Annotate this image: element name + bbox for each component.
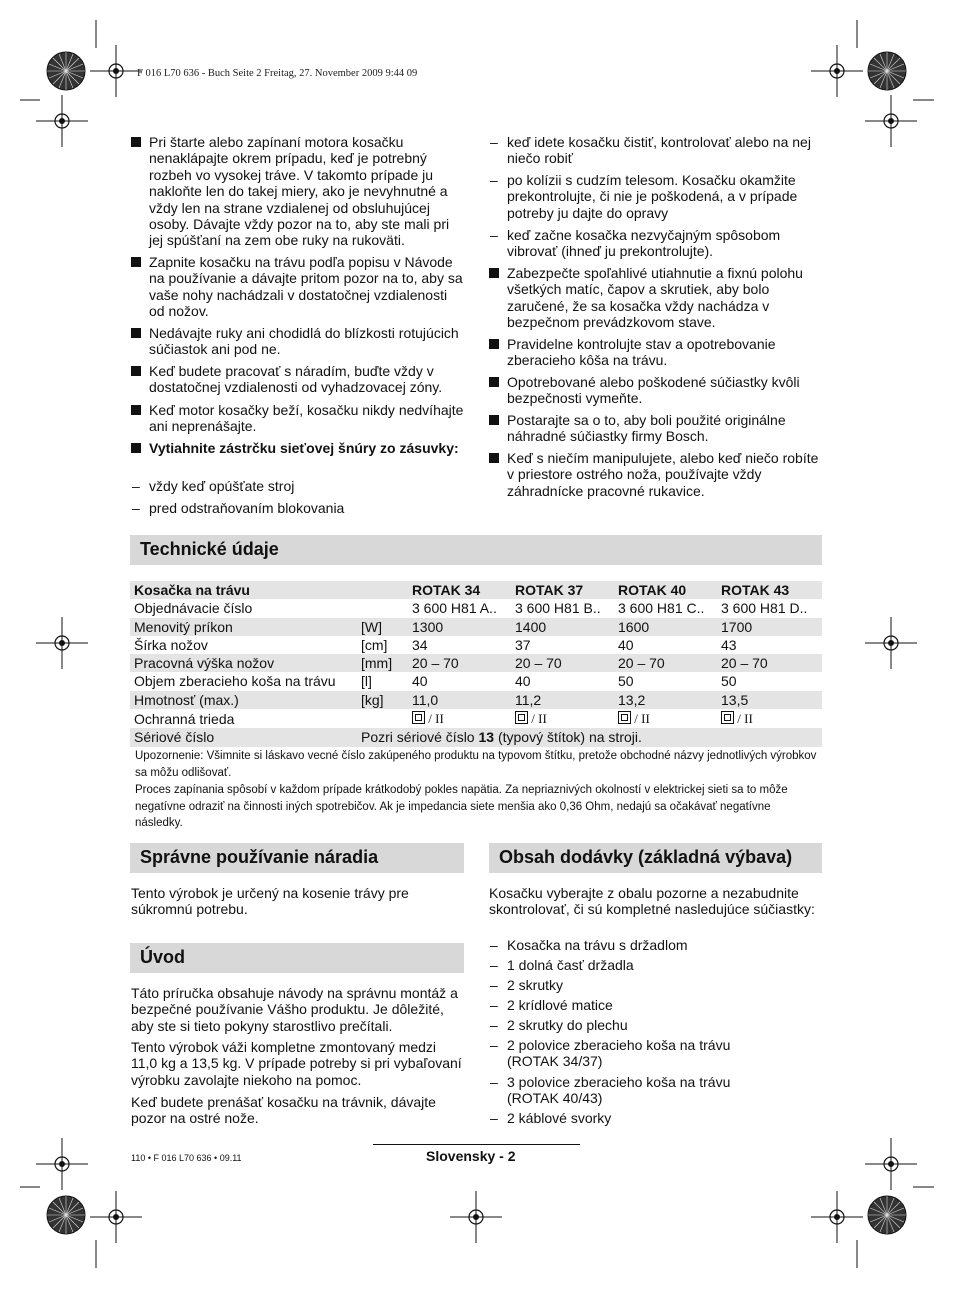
list-item: – 2 krídlové matice xyxy=(489,997,823,1013)
table-cell: Šírka nožov xyxy=(134,636,208,653)
footer-code: 110 • F 016 L70 636 • 09.11 xyxy=(131,1153,242,1163)
print-header: F 016 L70 636 - Buch Seite 2 Freitag, 27. November 2009 9:44 09 xyxy=(137,68,418,79)
list-item-text: pred odstraňovaním blokovania xyxy=(149,500,345,516)
table-cell: Objem zberacieho koša na trávu xyxy=(134,673,336,690)
protection-class-icon xyxy=(721,711,734,724)
table-row xyxy=(130,672,822,690)
list-item-text: Pravidelne kontrolujte stav a opotrebovanie zberacieho kôša na trávu. xyxy=(507,336,776,369)
table-cell: 1300 xyxy=(408,618,511,636)
table-header-row xyxy=(130,581,822,599)
list-item xyxy=(131,134,464,249)
table-cell: ROTAK 40 xyxy=(614,581,717,599)
table-cell: Sériové číslo xyxy=(130,728,357,746)
list-item-text: Zabezpečte spoľahlivé utiahnutie a fixnú polohu všetkých matíc, čapov a skrutiek, aby bolo zaručené, že sa kosačka vždy nachádza v bezpečnom prevádzkovom stave. xyxy=(507,265,803,331)
section-header-delivery-scope xyxy=(489,843,822,873)
list-item: – keď začne kosačka nezvyčajným spôsobom vibrovať (ihneď ju prekontrolujte). xyxy=(489,227,823,260)
list-item xyxy=(489,336,823,369)
table-row xyxy=(130,709,822,728)
table-cell xyxy=(408,709,511,728)
list-item-text: Keď motor kosačky beží, kosačku nikdy nedvíhajte ani neprenášajte. xyxy=(149,402,464,435)
table-row xyxy=(130,728,822,746)
list-item xyxy=(131,254,464,320)
list-item-text: 2 skrutky do plechu xyxy=(507,1017,628,1033)
table-cell: Pracovná výška nožov xyxy=(130,654,357,672)
serial-text: Pozri sériové číslo xyxy=(361,729,479,746)
paragraph: Táto príručka obsahuje návody na správnu montáž a bezpečné používanie Vášho produktu. Je dôležité, aby ste si tieto pokyny starostlivo prečítali. xyxy=(131,985,458,1034)
table-cell: 3 600 H81 C.. xyxy=(618,600,705,617)
table-cell: 1600 xyxy=(614,618,717,636)
table-cell: ROTAK 34 xyxy=(408,581,511,599)
section-title: Obsah dodávky (základná výbava) xyxy=(499,847,793,867)
page-number: Slovensky - 2 xyxy=(426,1148,516,1164)
table-note: Upozornenie: Všimnite si láskavo vecné číslo zakúpeného produktu na typovom štítku, pretože obchodné názvy jednotlivých výrobkov sa môžu odlišovať. xyxy=(135,750,817,779)
protection-class-value: / II xyxy=(428,711,444,727)
table-cell: ROTAK 37 xyxy=(511,581,614,599)
section-header-introduction xyxy=(130,943,464,973)
table-cell xyxy=(614,709,717,728)
list-item xyxy=(131,325,464,358)
protection-class-icon xyxy=(515,711,528,724)
table-row xyxy=(130,691,822,709)
paragraph: Tento výrobok je určený na kosenie trávy pre súkromnú potrebu. xyxy=(131,885,409,918)
protection-class-value: / II xyxy=(531,711,547,727)
list-item-text: Opotrebované alebo poškodené súčiastky kvôli bezpečnosti vymeňte. xyxy=(507,374,800,407)
list-item: – vždy keď opúšťate stroj xyxy=(131,478,464,494)
list-item xyxy=(489,412,823,445)
table-cell: 13,2 xyxy=(614,691,717,709)
protection-class-value: / II xyxy=(634,711,650,727)
list-item-text: Keď budete pracovať s náradím, buďte vždy v dostatočnej vzdialenosti od vyhadzovacej zóny. xyxy=(149,363,443,396)
list-item: – 3 polovice zberacieho koša na trávu (ROTAK 40/43) xyxy=(489,1074,749,1107)
table-cell: 40 xyxy=(515,673,531,690)
table-cell: Kosačka na trávu xyxy=(130,581,357,599)
list-item xyxy=(131,363,464,396)
table-cell: 34 xyxy=(412,636,428,653)
footer-rule xyxy=(373,1144,580,1145)
list-item-text: 2 krídlové matice xyxy=(507,997,613,1013)
list-item: – 1 dolná časť držadla xyxy=(489,957,823,973)
list-item: – 2 skrutky do plechu xyxy=(489,1017,823,1033)
table-cell xyxy=(357,581,408,599)
serial-number: 13 xyxy=(478,729,495,746)
table-cell xyxy=(357,599,408,617)
table-cell: 20 – 70 xyxy=(408,654,511,672)
list-item xyxy=(489,374,823,407)
list-item: – keď idete kosačku čistiť, kontrolovať alebo na nej niečo robiť xyxy=(489,134,823,167)
list-item xyxy=(131,402,464,435)
table-cell: [kg] xyxy=(357,691,408,709)
table-cell: 43 xyxy=(721,636,737,653)
protection-class-icon xyxy=(618,711,631,724)
table-cell: [mm] xyxy=(357,654,408,672)
list-item: – po kolízii s cudzím telesom. Kosačku okamžite prekontrolujte, či nie je poškodená, a v prípade potreby ju dajte do opravy xyxy=(489,172,823,221)
paragraph: Tento výrobok váži kompletne zmontovaný medzi 11,0 kg a 13,5 kg. V prípade potreby si pri vybaľovaní výrobku zavolajte niekoho na pomoc. xyxy=(131,1039,462,1088)
list-item-text: keď začne kosačka nezvyčajným spôsobom vibrovať (ihneď ju prekontrolujte). xyxy=(507,227,781,260)
list-item-text: po kolízii s cudzím telesom. Kosačku okamžite prekontrolujte, či nie je poškodená, a v prípade potreby ju dajte do opravy xyxy=(507,172,798,221)
table-cell xyxy=(511,709,614,728)
table-cell: Ochranná trieda xyxy=(134,710,235,727)
list-item-text: 2 polovice zberacieho koša na trávu (ROTAK 34/37) xyxy=(507,1037,731,1070)
table-cell: 11,0 xyxy=(408,691,511,709)
list-item xyxy=(489,265,823,331)
section-title: Technické údaje xyxy=(140,539,279,559)
table-cell: 37 xyxy=(515,636,531,653)
section-header-technical-data xyxy=(130,535,822,565)
table-cell: [l] xyxy=(361,673,372,690)
table-cell: [W] xyxy=(357,618,408,636)
table-cell: Hmotnosť (max.) xyxy=(130,691,357,709)
list-item-text: Kosačka na trávu s držadlom xyxy=(507,937,688,953)
table-cell: 3 600 H81 B.. xyxy=(515,600,601,617)
table-cell: 20 – 70 xyxy=(717,654,822,672)
list-item: – 2 káblové svorky xyxy=(489,1110,823,1126)
table-cell: Objednávacie číslo xyxy=(134,600,253,617)
table-cell: 40 xyxy=(412,673,428,690)
table-cell: 40 xyxy=(618,636,634,653)
table-row xyxy=(130,599,822,617)
list-item: – Kosačka na trávu s držadlom xyxy=(489,937,823,953)
list-item-text: 2 skrutky xyxy=(507,977,564,993)
section-title: Správne používanie náradia xyxy=(140,847,379,867)
technical-data-table xyxy=(130,581,822,747)
paragraph: Kosačku vyberajte z obalu pozorne a nezabudnite skontrolovať, či sú kompletné nasledujúce súčiastky: xyxy=(489,885,815,918)
list-item: – 2 skrutky xyxy=(489,977,823,993)
serial-text: (typový štítok) na stroji. xyxy=(494,729,642,746)
list-item-text: keď idete kosačku čistiť, kontrolovať alebo na nej niečo robiť xyxy=(507,134,811,167)
table-cell: ROTAK 43 xyxy=(717,581,822,599)
list-item-text: Zapnite kosačku na trávu podľa popisu v Návode na používanie a dávajte pritom pozor na to, aby sa vaše nohy nachádzali v dostatočnej vzdialenosti od nožov. xyxy=(149,254,463,320)
table-cell xyxy=(717,709,822,728)
paragraph: Keď budete prenášať kosačku na trávnik, dávajte pozor na ostré nože. xyxy=(131,1094,436,1127)
table-cell: 1400 xyxy=(511,618,614,636)
table-cell: 50 xyxy=(618,673,634,690)
table-cell xyxy=(357,728,822,746)
table-cell: 13,5 xyxy=(717,691,822,709)
list-item-text: Pri štarte alebo zapínaní motora kosačku nenaklápajte okrem prípadu, keď je potrebný rozbeh vo vysokej tráve. V takomto prípade ju nakloňte len do takej miery, ako je nevyhnutné a vždy len na strane vzdialenej od obsluhujúcej osoby. Dávajte vždy pozor na to, aby ste mali pri jej spúšťaní na zem obe ruky na rukoväti. xyxy=(149,134,450,249)
table-cell: 3 600 H81 D.. xyxy=(721,600,808,617)
list-item-text: 2 káblové svorky xyxy=(507,1110,612,1126)
table-cell: [cm] xyxy=(361,636,388,653)
list-item xyxy=(131,440,464,456)
list-item: – 2 polovice zberacieho koša na trávu (ROTAK 34/37) xyxy=(489,1037,749,1070)
table-row xyxy=(130,618,822,636)
section-title: Úvod xyxy=(140,947,185,967)
table-cell: 20 – 70 xyxy=(511,654,614,672)
table-cell: 1700 xyxy=(717,618,822,636)
protection-class-icon xyxy=(412,711,425,724)
list-item-text: vždy keď opúšťate stroj xyxy=(149,478,295,494)
section-header-intended-use xyxy=(130,843,464,873)
protection-class-value: / II xyxy=(737,711,753,727)
table-row xyxy=(130,636,822,654)
list-item-text: Nedávajte ruky ani chodidlá do blízkosti rotujúcich súčiastok ani pod ne. xyxy=(149,325,459,358)
table-cell: 11,2 xyxy=(511,691,614,709)
table-note: Proces zapínania spôsobí v každom prípade krátkodobý pokles napätia. Za nepriaznivých okolností v elektrickej sieti sa to môže negatívne odraziť na činnosti iných spotrebičov. Ak je impedancia siete menšia ako 0,36 Ohm, nedajú sa očakávať negatívne následky. xyxy=(135,784,788,829)
table-cell: 50 xyxy=(721,673,737,690)
table-cell xyxy=(357,709,408,728)
table-cell: 20 – 70 xyxy=(614,654,717,672)
list-item-text: 1 dolná časť držadla xyxy=(507,957,634,973)
list-item: – pred odstraňovaním blokovania xyxy=(131,500,464,516)
table-cell: 3 600 H81 A.. xyxy=(412,600,497,617)
table-row xyxy=(130,654,822,672)
list-item-text: Keď s niečím manipulujete, alebo keď niečo robíte v priestore ostrého noža, používajte vždy záhradnícke pracovné rukavice. xyxy=(507,450,819,499)
list-item xyxy=(489,450,823,499)
table-cell: Menovitý príkon xyxy=(130,618,357,636)
list-item-text: 3 polovice zberacieho koša na trávu (ROTAK 40/43) xyxy=(507,1074,731,1107)
list-item-text: Postarajte sa o to, aby boli použité originálne náhradné súčiastky firmy Bosch. xyxy=(507,412,786,445)
list-item-text: Vytiahnite zástrčku sieťovej šnúry zo zásuvky: xyxy=(149,440,459,456)
